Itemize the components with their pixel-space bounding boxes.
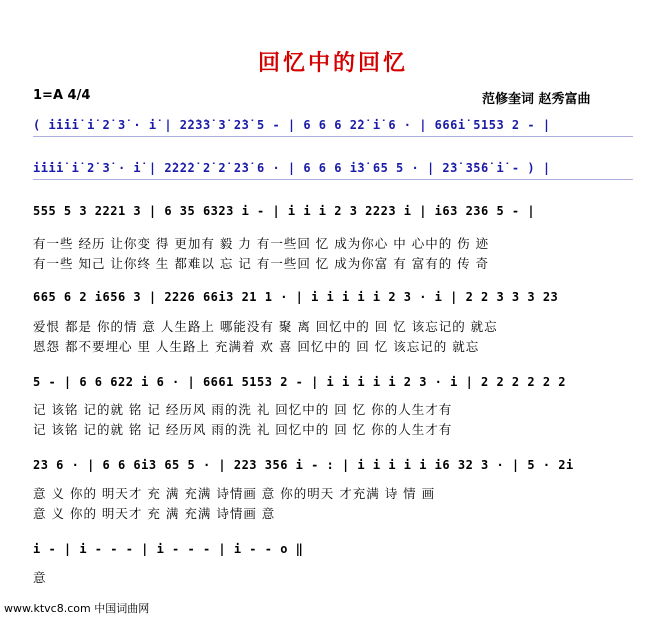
key-signature: 1=A 4/4 (33, 88, 91, 103)
beam-line (33, 179, 633, 180)
lyric-line: 有一些 知己 让你终 生 都难以 忘 记 有一些回 忆 成为你富 有 富有的 传 奇 (33, 256, 490, 271)
lyric-line: 记 该铭 记的就 铭 记 经历风 雨的洗 礼 回忆中的 回 忆 你的人生才有 (33, 402, 453, 417)
lyric-line: 意 (33, 570, 47, 585)
lyric-line: 意 义 你的 明天才 充 满 充满 诗情画 意 你的明天 才充满 诗 情 画 (33, 486, 436, 501)
notation-row: 555 5 3 2221 3 | 6 35 6323 i - | i i i 2 3 2223 i | i63 236 5 - | (33, 204, 536, 218)
lyric-line: 爱恨 都是 你的情 意 人生路上 哪能没有 聚 离 回忆中的 回 忆 该忘记的 就忘 (33, 319, 498, 334)
notation-row: 665 6 2 i656 3 | 2226 66i3 21 1 · | i i i i i 2 3 · i | 2 2 3 3 3 23 (33, 290, 559, 304)
credits: 范修奎词 赵秀富曲 (482, 92, 591, 107)
site-footer: www.ktvc8.com 中国词曲网 (4, 602, 150, 615)
lyric-line: 意 义 你的 明天才 充 满 充满 诗情画 意 (33, 506, 276, 521)
song-title: 回忆中的回忆 (257, 51, 408, 76)
notation-row: ( i̇i̇i̇i̇ i̇ 2̇ 3̇ · i̇ | 2̇2̇3̇3̇ 3̇ 2̇3̇ 5 - | 6 6 6 2̇2̇ i̇ 6 · | 666i̇ 5153 2 - | (33, 118, 551, 132)
notation-row: i - | i - - - | i - - - | i - - o ‖ (33, 542, 304, 556)
notation-row: 23 6 · | 6 6 6i3 65 5 · | 223 356 i - : | i i i i i i6 32 3 · | 5 · 2i (33, 458, 574, 472)
lyric-line: 有一些 经历 让你变 得 更加有 毅 力 有一些回 忆 成为你心 中 心中的 伤 迹 (33, 236, 490, 251)
lyric-line: 恩怨 都不要埋心 里 人生路上 充满着 欢 喜 回忆中的 回 忆 该忘记的 就忘 (33, 339, 480, 354)
notation-row: 5 - | 6 6 622 i 6 · | 6661 5153 2 - | i i i i i 2 3 · i | 2 2 2 2 2 2 (33, 375, 566, 389)
lyric-line: 记 该铭 记的就 铭 记 经历风 雨的洗 礼 回忆中的 回 忆 你的人生才有 (33, 422, 453, 437)
notation-row: i̇i̇i̇i̇ i̇ 2̇ 3̇ · i̇ | 2̇2̇2̇2̇ 2̇ 2̇ 2̇3̇ 6 · | 6 6 6 i̇3̇ 65 5 · | 2̇3̇ 3̇5̇6̇ i̇ - ) | (33, 161, 551, 175)
beam-line (33, 136, 633, 137)
